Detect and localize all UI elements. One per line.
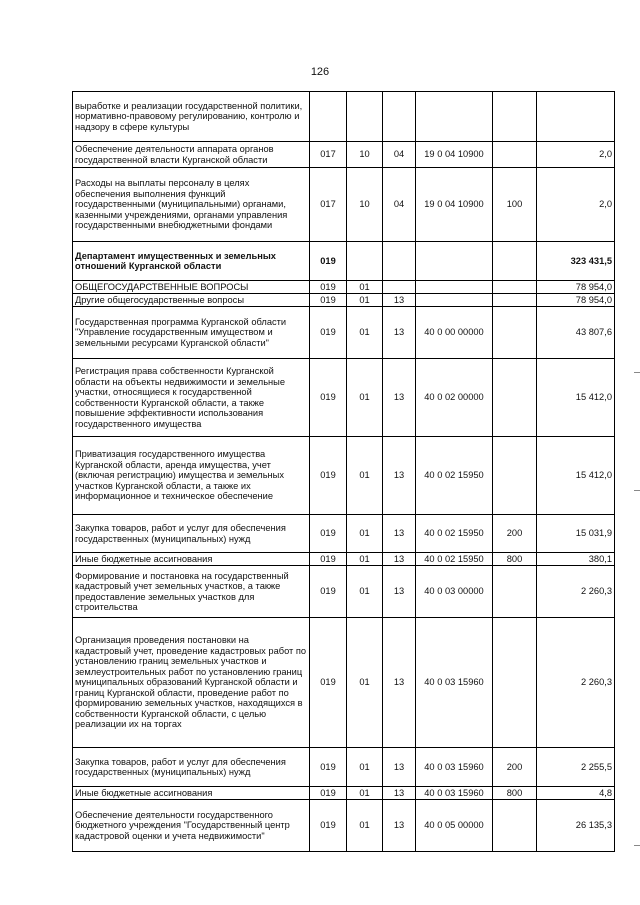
amount-cell: 78 954,0: [537, 294, 615, 307]
scan-edge-mark: [634, 490, 640, 491]
amount-cell: 2 255,5: [537, 748, 615, 787]
expense-type-code-cell: [493, 281, 537, 294]
target-article-code-cell: 40 0 02 00000: [416, 359, 493, 437]
section-code-cell: 01: [347, 787, 383, 800]
table-row: [73, 787, 615, 800]
section-code-cell: 10: [347, 142, 383, 168]
table-row: [73, 307, 615, 359]
section-code-cell: 10: [347, 168, 383, 242]
target-article-code-cell: 40 0 02 15950: [416, 437, 493, 515]
ved-code-cell: 019: [310, 242, 347, 281]
row-name-cell: ОБЩЕГОСУДАРСТВЕННЫЕ ВОПРОСЫ: [73, 281, 310, 294]
row-name-cell: Расходы на выплаты персоналу в целях обеспечения выполнения функций государственными (муниципальными) органами, казенными учреждениями, органами управления государственными внебюджетными фондами: [73, 168, 310, 242]
row-name-cell: Другие общегосударственные вопросы: [73, 294, 310, 307]
expense-type-code-cell: [493, 242, 537, 281]
amount-cell: 2,0: [537, 142, 615, 168]
table-row: [73, 92, 615, 142]
row-name-cell: Обеспечение деятельности государственного бюджетного учреждения "Государственный центр кадастровой оценки и учета недвижимости": [73, 800, 310, 852]
amount-cell: 380,1: [537, 553, 615, 566]
table-row: [73, 618, 615, 748]
ved-code-cell: 019: [310, 281, 347, 294]
expense-type-code-cell: 800: [493, 553, 537, 566]
target-article-code-cell: 40 0 02 15950: [416, 515, 493, 553]
ved-code-cell: 019: [310, 787, 347, 800]
ved-code-cell: 019: [310, 515, 347, 553]
expense-type-code-cell: [493, 92, 537, 142]
amount-cell: 2 260,3: [537, 566, 615, 618]
section-code-cell: 01: [347, 359, 383, 437]
amount-cell: 4,8: [537, 787, 615, 800]
table-row: [73, 168, 615, 242]
ved-code-cell: 017: [310, 142, 347, 168]
target-article-code-cell: 19 0 04 10900: [416, 168, 493, 242]
expense-type-code-cell: 200: [493, 515, 537, 553]
subsection-code-cell: 13: [383, 553, 416, 566]
section-code-cell: [347, 92, 383, 142]
amount-cell: 78 954,0: [537, 281, 615, 294]
target-article-code-cell: [416, 281, 493, 294]
row-name-cell: Формирование и постановка на государственный кадастровый учет земельных участков, а также предоставление земельных участков для строительства: [73, 566, 310, 618]
row-name-cell: Обеспечение деятельности аппарата органов государственной власти Курганской области: [73, 142, 310, 168]
amount-cell: 15 031,9: [537, 515, 615, 553]
ved-code-cell: 019: [310, 748, 347, 787]
row-name-cell: Закупка товаров, работ и услуг для обеспечения государственных (муниципальных) нужд: [73, 748, 310, 787]
budget-table: [72, 91, 615, 852]
subsection-code-cell: 04: [383, 142, 416, 168]
section-code-cell: 01: [347, 307, 383, 359]
target-article-code-cell: 40 0 03 15960: [416, 748, 493, 787]
section-code-cell: [347, 242, 383, 281]
row-name-cell: Иные бюджетные ассигнования: [73, 553, 310, 566]
target-article-code-cell: 19 0 04 10900: [416, 142, 493, 168]
amount-cell: 2 260,3: [537, 618, 615, 748]
section-code-cell: 01: [347, 281, 383, 294]
target-article-code-cell: 40 0 03 15960: [416, 618, 493, 748]
row-name-cell: Иные бюджетные ассигнования: [73, 787, 310, 800]
ved-code-cell: 019: [310, 800, 347, 852]
table-row: [73, 294, 615, 307]
subsection-code-cell: 13: [383, 515, 416, 553]
section-code-cell: 01: [347, 618, 383, 748]
ved-code-cell: 019: [310, 359, 347, 437]
section-code-cell: 01: [347, 748, 383, 787]
ved-code-cell: [310, 92, 347, 142]
section-code-cell: 01: [347, 800, 383, 852]
table-row: [73, 359, 615, 437]
expense-type-code-cell: [493, 142, 537, 168]
scan-edge-mark: [634, 845, 640, 846]
table-row: [73, 515, 615, 553]
amount-cell: 15 412,0: [537, 437, 615, 515]
subsection-code-cell: 13: [383, 566, 416, 618]
expense-type-code-cell: 100: [493, 168, 537, 242]
subsection-code-cell: [383, 281, 416, 294]
row-name-cell: Регистрация права собственности Курганской области на объекты недвижимости и земельные участки, относящиеся к государственной собственности Курганской области, а также повышение эффективности использования государственного имущества: [73, 359, 310, 437]
subsection-code-cell: 04: [383, 168, 416, 242]
expense-type-code-cell: [493, 294, 537, 307]
amount-cell: 26 135,3: [537, 800, 615, 852]
amount-cell: 323 431,5: [537, 242, 615, 281]
subsection-code-cell: [383, 92, 416, 142]
subsection-code-cell: 13: [383, 800, 416, 852]
target-article-code-cell: 40 0 03 00000: [416, 566, 493, 618]
subsection-code-cell: 13: [383, 748, 416, 787]
subsection-code-cell: 13: [383, 618, 416, 748]
row-name-cell: выработке и реализации государственной политики, нормативно-правовому регулированию, контролю и надзору в сфере культуры: [73, 92, 310, 142]
scan-edge-mark: [634, 372, 640, 373]
expense-type-code-cell: [493, 566, 537, 618]
ved-code-cell: 019: [310, 294, 347, 307]
subsection-code-cell: [383, 242, 416, 281]
subsection-code-cell: 13: [383, 787, 416, 800]
ved-code-cell: 019: [310, 618, 347, 748]
expense-type-code-cell: [493, 307, 537, 359]
expense-type-code-cell: [493, 359, 537, 437]
amount-cell: 2,0: [537, 168, 615, 242]
section-code-cell: 01: [347, 553, 383, 566]
target-article-code-cell: 40 0 02 15950: [416, 553, 493, 566]
table-row: [73, 553, 615, 566]
target-article-code-cell: 40 0 05 00000: [416, 800, 493, 852]
section-code-cell: 01: [347, 566, 383, 618]
table-row: [73, 242, 615, 281]
amount-cell: 43 807,6: [537, 307, 615, 359]
subsection-code-cell: 13: [383, 294, 416, 307]
amount-cell: 15 412,0: [537, 359, 615, 437]
amount-cell: [537, 92, 615, 142]
expense-type-code-cell: 800: [493, 787, 537, 800]
table-row: [73, 437, 615, 515]
table-row: [73, 748, 615, 787]
row-name-cell: Приватизация государственного имущества Курганской области, аренда имущества, учет (включая регистрацию) имущества и земельных участков Курганской области, а также их информационное и техническое обеспечение: [73, 437, 310, 515]
target-article-code-cell: [416, 242, 493, 281]
row-name-cell: Организация проведения постановки на кадастровый учет, проведение кадастровых работ по установлению границ земельных участков и землеустроительных работ по установлению границ муниципальных образований Курганской области и границ Курганской области, проведение работ по формированию земельных участков, находящихся в собственности Курганской области, с целью реализации их на торгах: [73, 618, 310, 748]
row-name-cell: Департамент имущественных и земельных отношений Курганской области: [73, 242, 310, 281]
table-row: [73, 800, 615, 852]
ved-code-cell: 019: [310, 307, 347, 359]
section-code-cell: 01: [347, 437, 383, 515]
expense-type-code-cell: [493, 618, 537, 748]
ved-code-cell: 017: [310, 168, 347, 242]
ved-code-cell: 019: [310, 437, 347, 515]
table-row: [73, 566, 615, 618]
expense-type-code-cell: [493, 800, 537, 852]
subsection-code-cell: 13: [383, 307, 416, 359]
expense-type-code-cell: [493, 437, 537, 515]
table-row: [73, 142, 615, 168]
ved-code-cell: 019: [310, 553, 347, 566]
subsection-code-cell: 13: [383, 359, 416, 437]
ved-code-cell: 019: [310, 566, 347, 618]
page-number: 126: [310, 66, 330, 78]
target-article-code-cell: [416, 92, 493, 142]
section-code-cell: 01: [347, 515, 383, 553]
target-article-code-cell: [416, 294, 493, 307]
target-article-code-cell: 40 0 00 00000: [416, 307, 493, 359]
target-article-code-cell: 40 0 03 15960: [416, 787, 493, 800]
table-row: [73, 281, 615, 294]
subsection-code-cell: 13: [383, 437, 416, 515]
expense-type-code-cell: 200: [493, 748, 537, 787]
row-name-cell: Закупка товаров, работ и услуг для обеспечения государственных (муниципальных) нужд: [73, 515, 310, 553]
row-name-cell: Государственная программа Курганской области "Управление государственным имуществом и земельными ресурсами Курганской области": [73, 307, 310, 359]
section-code-cell: 01: [347, 294, 383, 307]
